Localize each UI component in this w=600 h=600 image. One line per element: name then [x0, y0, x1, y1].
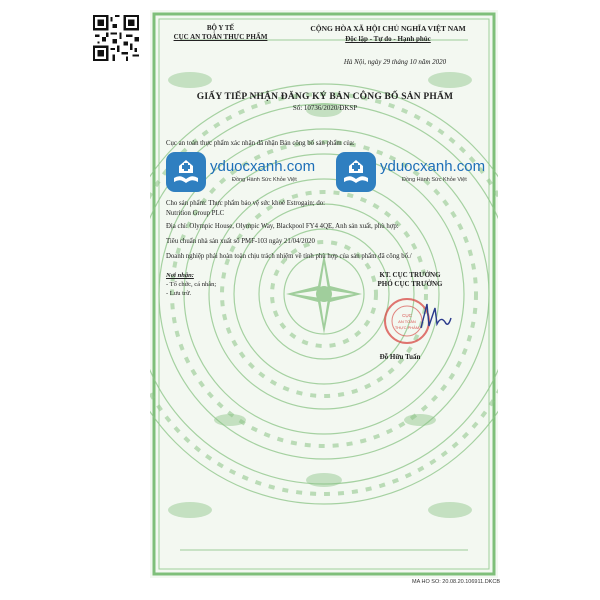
recipient-item: - Tổ chức, cá nhân; [166, 281, 217, 288]
recipient-item: - Lưu trữ. [166, 290, 192, 297]
national-header [288, 24, 488, 44]
watermark-tagline: Đồng Hành Sức Khỏe Việt [232, 177, 297, 183]
watermark-tagline: Đồng Hành Sức Khỏe Việt [402, 177, 467, 183]
handwritten-signature [415, 298, 455, 338]
responsibility-line: Doanh nghiệp phải hoàn toàn chịu trách nhiệm về tính phù hợp của sản phẩm đã công bố./ [166, 253, 412, 260]
svg-text:CỤC: CỤC [402, 313, 412, 318]
recipients-label: Nơi nhận: [166, 272, 194, 279]
pharmacy-cross-icon [336, 152, 376, 192]
dossier-code: MA HO SO: 20.08.20.106911.DKCB [412, 579, 500, 585]
watermark-brand: yduocxanh.com [380, 158, 486, 175]
national-motto: Độc lập - Tự do - Hạnh phúc [345, 35, 431, 43]
signer-block [345, 271, 475, 289]
document-number: Số: 10736/2020/ĐKSP [292, 104, 358, 112]
svg-text:THỰC PHẨM: THỰC PHẨM [394, 325, 420, 330]
dateline: Hà Nội, ngày 29 tháng 10 năm 2020 [343, 58, 447, 66]
signer-name: Đỗ Hữu Tuấn [379, 353, 421, 361]
watermark-brand: yduocxanh.com [210, 158, 316, 175]
pharmacy-cross-icon [166, 152, 206, 192]
recipients-block [166, 271, 216, 298]
intro-text: Cục an toàn thực phẩm xác nhận đã nhận Bản công bố sản phẩm của: [166, 140, 355, 147]
signer-title-2: PHÓ CỤC TRƯỞNG [377, 280, 443, 288]
standard-line: Tiêu chuẩn nhà sản xuất số PMF-103 ngày 21/04/2020 [166, 238, 315, 245]
country-name: CỘNG HÒA XÃ HỘI CHỦ NGHĨA VIỆT NAM [310, 24, 466, 33]
producer-line: Nutrition Group PLC [166, 210, 225, 217]
ministry-name: BỘ Y TẾ [206, 24, 235, 32]
watermark-logo-right [336, 152, 496, 194]
signer-title-1: KT. CỤC TRƯỞNG [379, 271, 441, 279]
department-name: CỤC AN TOÀN THỰC PHẨM [173, 33, 268, 41]
document-title: GIẤY TIẾP NHẬN ĐĂNG KÝ BẢN CÔNG BỐ SẢN PHẨM [196, 92, 454, 102]
product-line: Cho sản phẩm: Thực phẩm bảo vệ sức khoẻ Estrogain; do: [166, 200, 326, 207]
svg-text:AN TOÀN: AN TOÀN [398, 319, 416, 324]
qr-code [93, 15, 139, 61]
address-line: Địa chỉ: Olympic House, Olympic Way, Blackpool FY4 4QE, Anh sản xuất, phù hợp: [166, 223, 399, 230]
issuer-header [158, 24, 283, 42]
watermark-logo-left [166, 152, 326, 194]
